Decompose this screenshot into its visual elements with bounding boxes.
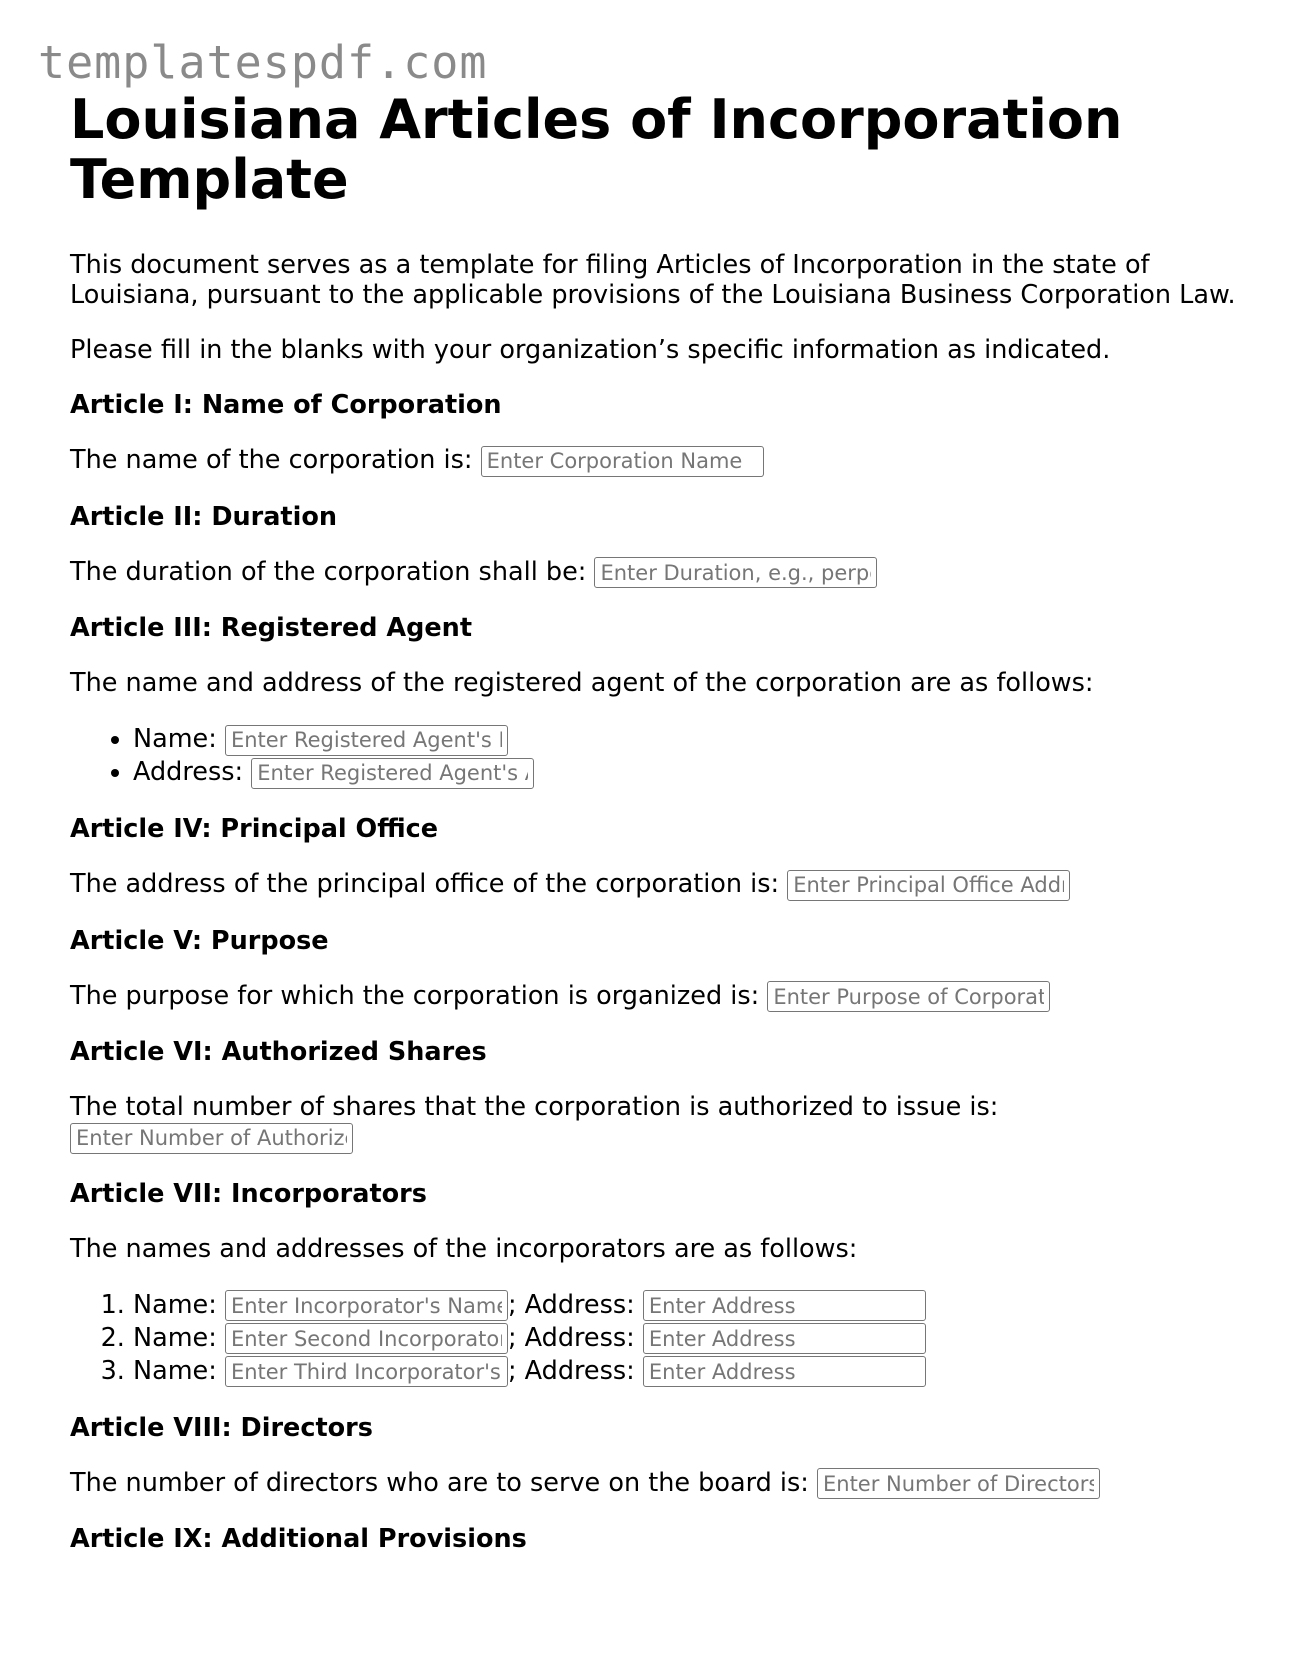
authorized-shares-input[interactable] xyxy=(70,1123,353,1154)
article-7-line xyxy=(70,1234,1260,1264)
corporation-name-input[interactable] xyxy=(481,446,764,477)
document-body xyxy=(70,90,1260,1554)
article-3-text: The name and address of the registered agent of the corporation are as follows: xyxy=(70,668,1094,698)
incorporator-name-label: Name: xyxy=(133,1289,217,1320)
incorporator-3-name-input[interactable] xyxy=(225,1356,508,1387)
article-3-line xyxy=(70,668,1260,698)
incorporator-2-name-input[interactable] xyxy=(225,1323,508,1354)
article-6-text: The total number of shares that the corporation is authorized to issue is: xyxy=(70,1092,999,1122)
list-item xyxy=(133,723,1260,756)
agent-address-input[interactable] xyxy=(251,758,534,789)
list-item xyxy=(133,756,1260,789)
article-1-text: The name of the corporation is: xyxy=(70,445,473,475)
article-4-line xyxy=(70,869,1260,901)
list-item xyxy=(133,1355,1260,1388)
agent-address-label: Address: xyxy=(133,757,244,787)
article-2-heading: Article II: Duration xyxy=(70,501,338,532)
incorporator-address-label: ; Address: xyxy=(507,1322,635,1353)
incorporator-address-label: ; Address: xyxy=(507,1289,635,1320)
article-1-line xyxy=(70,445,1260,477)
page-title: Louisiana Articles of Incorporation Template xyxy=(70,88,1123,211)
incorporator-3-address-input[interactable] xyxy=(643,1356,926,1387)
purpose-input[interactable] xyxy=(767,981,1050,1012)
incorporator-address-label: ; Address: xyxy=(507,1355,635,1386)
watermark: templatespdf.com xyxy=(38,36,488,89)
article-8-line xyxy=(70,1468,1260,1500)
article-7-text: The names and addresses of the incorporators are as follows: xyxy=(70,1233,858,1264)
incorporator-1-address-input[interactable] xyxy=(643,1290,926,1321)
article-2-line xyxy=(70,557,1260,589)
list-item xyxy=(133,1289,1260,1322)
incorporator-2-address-input[interactable] xyxy=(643,1323,926,1354)
article-3-heading: Article III: Registered Agent xyxy=(70,613,473,643)
incorporator-name-label: Name: xyxy=(133,1322,217,1353)
duration-input[interactable] xyxy=(594,557,877,588)
article-8-heading: Article VIII: Directors xyxy=(70,1412,373,1443)
incorporator-name-label: Name: xyxy=(133,1355,217,1386)
article-5-heading: Article V: Purpose xyxy=(70,925,329,956)
article-8-text: The number of directors who are to serve on the board is: xyxy=(70,1467,809,1498)
directors-count-input[interactable] xyxy=(817,1468,1100,1499)
principal-office-input[interactable] xyxy=(787,870,1070,901)
article-6-heading: Article VI: Authorized Shares xyxy=(70,1037,487,1067)
intro-paragraph: This document serves as a template for filing Articles of Incorporation in the state of Louisiana, pursuant to the applicable provisions of the Louisiana Business Corporation Law. xyxy=(70,250,1236,310)
incorporator-1-name-input[interactable] xyxy=(225,1290,508,1321)
article-5-text: The purpose for which the corporation is organized is: xyxy=(70,980,760,1011)
incorporators-list xyxy=(70,1289,1260,1388)
article-9-heading: Article IX: Additional Provisions xyxy=(70,1524,527,1554)
article-4-heading: Article IV: Principal Office xyxy=(70,814,439,844)
article-4-text: The address of the principal office of the corporation is: xyxy=(70,869,780,899)
article-5-line xyxy=(70,981,1260,1013)
instruction-paragraph: Please fill in the blanks with your organization’s specific information as indicated. xyxy=(70,335,1111,365)
registered-agent-list xyxy=(70,723,1260,789)
article-2-text: The duration of the corporation shall be: xyxy=(70,556,587,587)
article-7-heading: Article VII: Incorporators xyxy=(70,1178,427,1209)
article-6-line xyxy=(70,1092,1260,1154)
article-1-heading: Article I: Name of Corporation xyxy=(70,390,502,420)
list-item xyxy=(133,1322,1260,1355)
agent-name-label: Name: xyxy=(133,724,217,754)
agent-name-input[interactable] xyxy=(225,725,508,756)
